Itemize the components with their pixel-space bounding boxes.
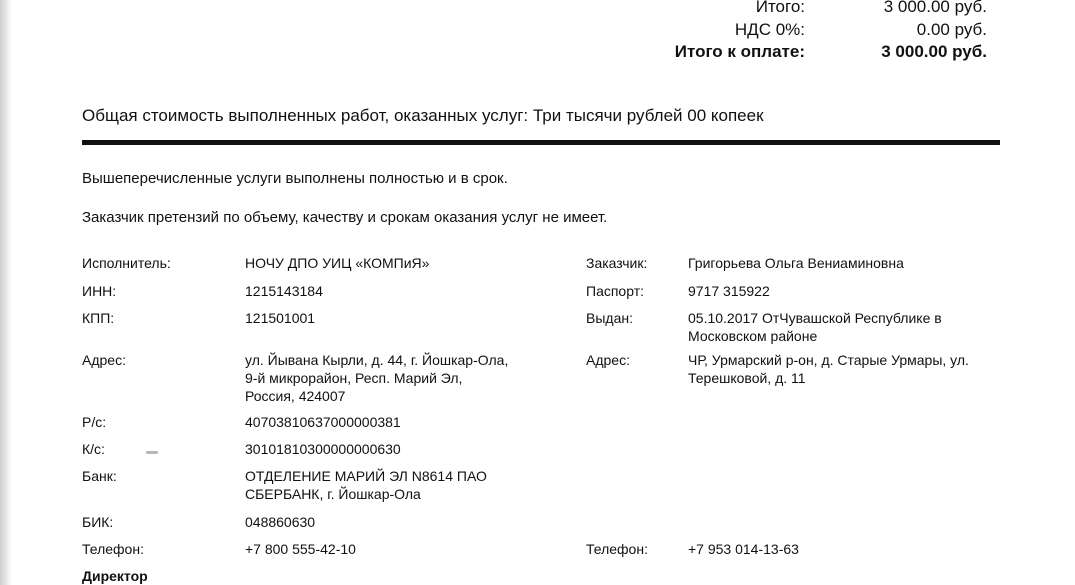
total-cost-in-words: Общая стоимость выполненных работ, оказанных услуг: Три тысячи рублей 00 копеек	[82, 106, 764, 125]
subtotal-value: 3 000.00 руб.	[883, 0, 987, 16]
completion-statement: Вышеперечисленные услуги выполнены полностью и в срок.	[82, 170, 508, 187]
bank-label: Банк:	[82, 468, 117, 484]
bik-value: 048860630	[245, 514, 316, 530]
customer-name: Григорьева Ольга Вениаминовна	[688, 255, 904, 271]
ks-value: 30101810300000000630	[245, 441, 401, 457]
bank-value: ОТДЕЛЕНИЕ МАРИЙ ЭЛ N8614 ПАО СБЕРБАНК, г. Йошкар-Ола	[245, 468, 487, 502]
ks-label: К/с:	[82, 441, 105, 457]
customer-address: ЧР, Урмарский р-он, д. Старые Урмары, ул. Терешковой, д. 11	[688, 352, 969, 386]
issued-value: 05.10.2017 ОтЧувашской Республике в Московском районе	[688, 310, 942, 344]
executor-label: Исполнитель:	[82, 255, 171, 271]
section-divider	[82, 140, 1000, 145]
amount-due-value: 3 000.00 руб.	[881, 42, 987, 61]
no-claims-statement: Заказчик претензий по объему, качеству и срокам оказания услуг не имеет.	[82, 209, 608, 226]
customer-label: Заказчик:	[586, 255, 648, 271]
executor-name: НОЧУ ДПО УИЦ «КОМПиЯ»	[245, 255, 430, 271]
vat-label: НДС 0%:	[734, 20, 805, 39]
executor-phone-label: Телефон:	[82, 541, 144, 557]
executor-phone: +7 800 555-42-10	[245, 541, 356, 557]
rs-value: 40703810637000000381	[245, 414, 401, 430]
executor-address-label: Адрес:	[82, 352, 126, 368]
rs-label: Р/с:	[82, 414, 107, 430]
scan-speck	[146, 451, 158, 454]
executor-address: ул. Йывана Кырли, д. 44, г. Йошкар-Ола, 9-й микрорайон, Респ. Марий Эл, Россия, 424007	[245, 352, 509, 404]
passport-label: Паспорт:	[586, 283, 644, 299]
issued-label: Выдан:	[586, 310, 633, 326]
vat-value: 0.00 руб.	[916, 20, 987, 39]
scan-edge-shadow	[0, 0, 12, 585]
customer-phone: +7 953 014-13-63	[688, 541, 799, 557]
inn-value: 1215143184	[245, 283, 323, 299]
kpp-value: 121501001	[245, 310, 316, 326]
passport-value: 9717 315922	[688, 283, 770, 299]
kpp-label: КПП:	[82, 310, 115, 326]
customer-phone-label: Телефон:	[586, 541, 648, 557]
bik-label: БИК:	[82, 514, 114, 530]
customer-address-label: Адрес:	[586, 352, 630, 368]
amount-due-label: Итого к оплате:	[674, 42, 805, 61]
director-label: Директор	[82, 568, 148, 584]
subtotal-label: Итого:	[755, 0, 805, 16]
inn-label: ИНН:	[82, 283, 117, 299]
